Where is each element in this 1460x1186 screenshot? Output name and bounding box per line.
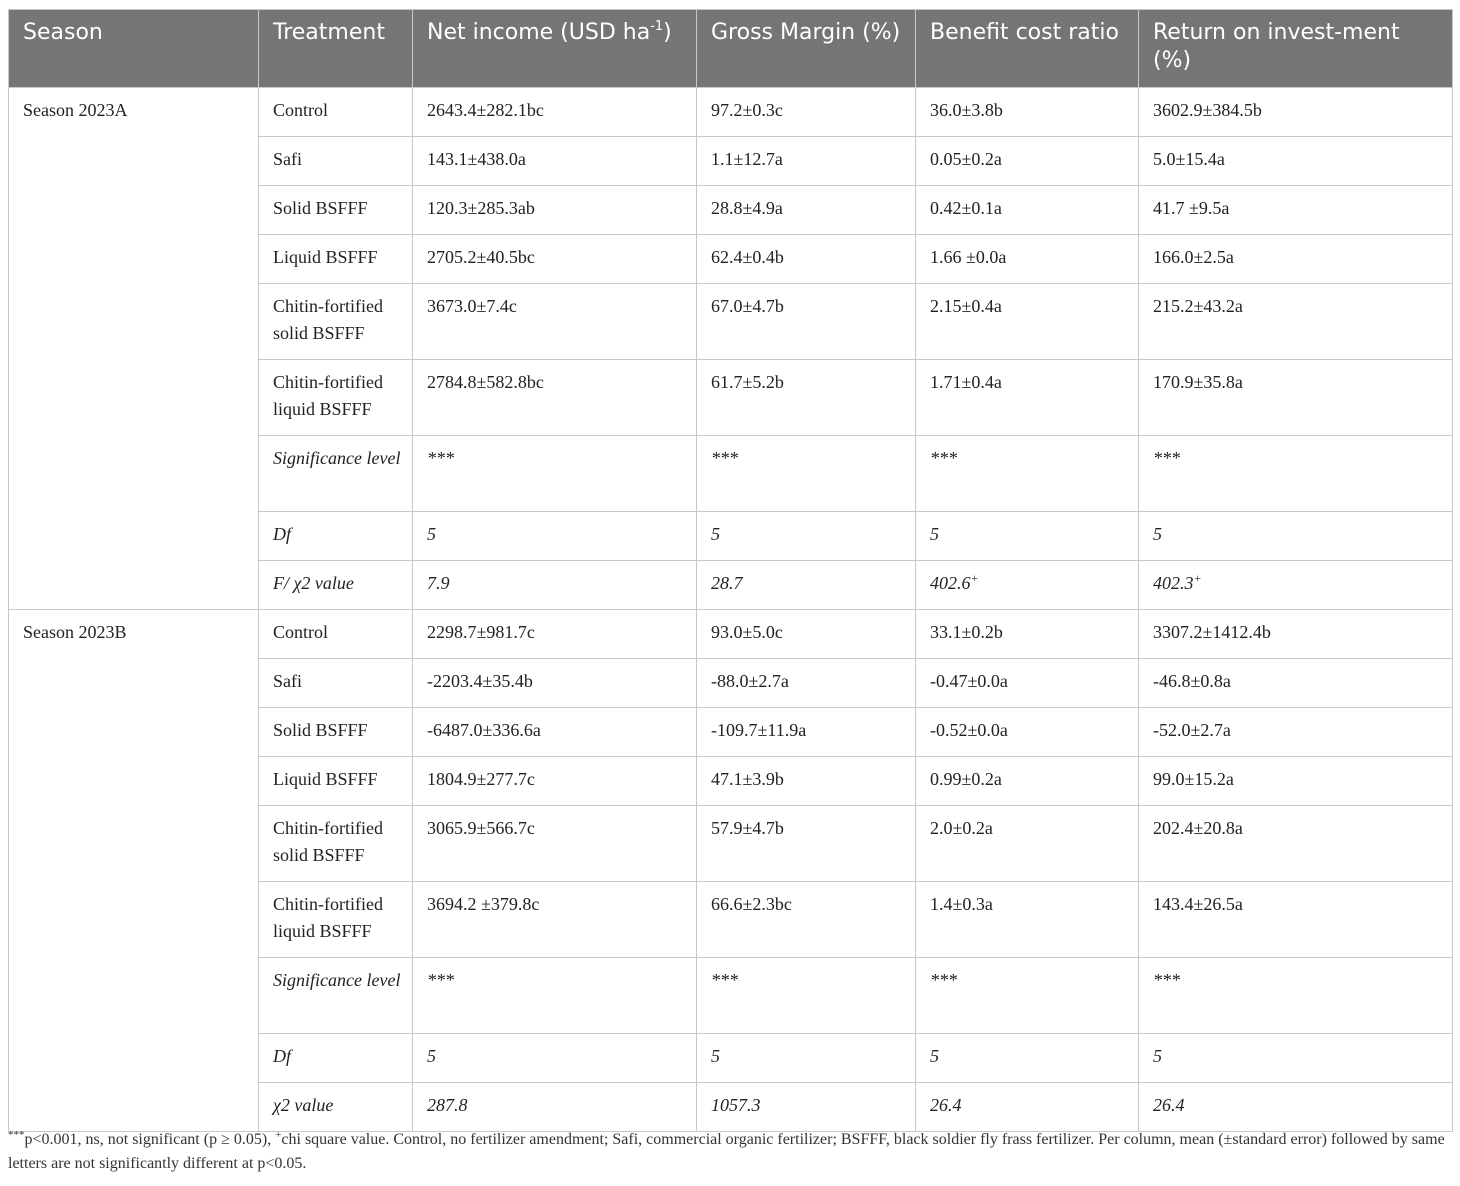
df-cell: 5	[697, 1034, 916, 1083]
test-value-cell	[916, 561, 1139, 610]
treatment-cell: Chitin-fortified liquid BSFFF	[259, 882, 413, 958]
header-gross-margin: Gross Margin (%)	[697, 10, 916, 88]
header-net-income-close: )	[663, 20, 672, 45]
test-value-cell: 26.4	[916, 1083, 1139, 1132]
treatment-cell: Safi	[259, 137, 413, 186]
gross-margin-cell: 62.4±0.4b	[697, 235, 916, 284]
test-value-cell: 26.4	[1139, 1083, 1453, 1132]
treatment-cell: Liquid BSFFF	[259, 235, 413, 284]
test-value: 402.6	[930, 573, 971, 593]
roi-cell: 3307.2±1412.4b	[1139, 610, 1453, 659]
economics-table	[8, 9, 1453, 1132]
table-row	[9, 88, 1453, 137]
footnote-marker-plus: +	[275, 1129, 282, 1141]
net-income-cell: 3065.9±566.7c	[413, 806, 697, 882]
df-cell: 5	[413, 1034, 697, 1083]
header-row	[9, 10, 1453, 88]
bcr-cell: 2.0±0.2a	[916, 806, 1139, 882]
treatment-cell: Liquid BSFFF	[259, 757, 413, 806]
net-income-cell: 2784.8±582.8bc	[413, 360, 697, 436]
test-value-cell	[697, 561, 916, 610]
treatment-cell: Chitin-fortified solid BSFFF	[259, 284, 413, 360]
roi-cell: 215.2±43.2a	[1139, 284, 1453, 360]
header-treatment: Treatment	[259, 10, 413, 88]
roi-cell: 99.0±15.2a	[1139, 757, 1453, 806]
header-net-income-text: Net income (USD ha	[427, 20, 651, 45]
test-value: 28.7	[711, 573, 743, 593]
gross-margin-cell: 93.0±5.0c	[697, 610, 916, 659]
significance-label: Significance level	[259, 436, 413, 512]
test-value-cell	[413, 561, 697, 610]
season-cell-2023a: Season 2023A	[9, 88, 259, 610]
net-income-cell: 143.1±438.0a	[413, 137, 697, 186]
gross-margin-cell: 67.0±4.7b	[697, 284, 916, 360]
treatment-cell: Chitin-fortified solid BSFFF	[259, 806, 413, 882]
header-net-income-unit-exponent: -1	[650, 19, 664, 34]
gross-margin-cell: -88.0±2.7a	[697, 659, 916, 708]
significance-cell: ***	[697, 436, 916, 512]
roi-cell: 3602.9±384.5b	[1139, 88, 1453, 137]
test-value: 7.9	[427, 573, 450, 593]
roi-cell: 5.0±15.4a	[1139, 137, 1453, 186]
net-income-cell: 3694.2 ±379.8c	[413, 882, 697, 958]
bcr-cell: 0.05±0.2a	[916, 137, 1139, 186]
net-income-cell: 2705.2±40.5bc	[413, 235, 697, 284]
test-value-marker: +	[1193, 571, 1202, 585]
gross-margin-cell: 47.1±3.9b	[697, 757, 916, 806]
treatment-cell: Safi	[259, 659, 413, 708]
gross-margin-cell: 66.6±2.3bc	[697, 882, 916, 958]
significance-cell: ***	[916, 436, 1139, 512]
table-row	[9, 610, 1453, 659]
footnote-text-2: chi square value. Control, no fertilizer amendment; Safi, commercial organic fertilizer; BSFFF, black soldier fly frass fertilizer. Per column, mean (±standard error) followed by same letters are not significantly different at p<0.05.	[8, 1131, 1445, 1172]
bcr-cell: 1.66 ±0.0a	[916, 235, 1139, 284]
net-income-cell: 2298.7±981.7c	[413, 610, 697, 659]
table-container	[8, 9, 1452, 1132]
df-cell: 5	[916, 1034, 1139, 1083]
df-cell: 5	[413, 512, 697, 561]
treatment-cell: Chitin-fortified liquid BSFFF	[259, 360, 413, 436]
bcr-cell: 33.1±0.2b	[916, 610, 1139, 659]
test-value-cell: 1057.3	[697, 1083, 916, 1132]
df-cell: 5	[1139, 1034, 1453, 1083]
roi-cell: -46.8±0.8a	[1139, 659, 1453, 708]
bcr-cell: 36.0±3.8b	[916, 88, 1139, 137]
season-cell-2023b: Season 2023B	[9, 610, 259, 1132]
treatment-cell: Solid BSFFF	[259, 186, 413, 235]
roi-cell: 143.4±26.5a	[1139, 882, 1453, 958]
roi-cell: -52.0±2.7a	[1139, 708, 1453, 757]
significance-cell: ***	[413, 958, 697, 1034]
bcr-cell: 0.42±0.1a	[916, 186, 1139, 235]
bcr-cell: 1.4±0.3a	[916, 882, 1139, 958]
gross-margin-cell: 1.1±12.7a	[697, 137, 916, 186]
roi-cell: 166.0±2.5a	[1139, 235, 1453, 284]
header-season: Season	[9, 10, 259, 88]
footnote-text-1: p<0.001, ns, not significant (p ≥ 0.05),	[24, 1131, 276, 1148]
gross-margin-cell: 97.2±0.3c	[697, 88, 916, 137]
df-cell: 5	[1139, 512, 1453, 561]
test-value: 402.3	[1153, 573, 1194, 593]
table-footnote	[8, 1128, 1454, 1176]
net-income-cell: -6487.0±336.6a	[413, 708, 697, 757]
treatment-cell: Solid BSFFF	[259, 708, 413, 757]
header-return-on-investment: Return on invest-ment (%)	[1139, 10, 1453, 88]
significance-cell: ***	[916, 958, 1139, 1034]
net-income-cell: 2643.4±282.1bc	[413, 88, 697, 137]
df-cell: 5	[697, 512, 916, 561]
roi-cell: 170.9±35.8a	[1139, 360, 1453, 436]
significance-cell: ***	[1139, 958, 1453, 1034]
test-value-label: χ2 value	[259, 1083, 413, 1132]
bcr-cell: -0.52±0.0a	[916, 708, 1139, 757]
significance-label: Significance level	[259, 958, 413, 1034]
net-income-cell: 3673.0±7.4c	[413, 284, 697, 360]
df-label: Df	[259, 512, 413, 561]
significance-cell: ***	[1139, 436, 1453, 512]
gross-margin-cell: 28.8±4.9a	[697, 186, 916, 235]
header-net-income	[413, 10, 697, 88]
header-benefit-cost-ratio: Benefit cost ratio	[916, 10, 1139, 88]
roi-cell: 41.7 ±9.5a	[1139, 186, 1453, 235]
gross-margin-cell: -109.7±11.9a	[697, 708, 916, 757]
test-value-cell	[1139, 561, 1453, 610]
test-value-cell: 287.8	[413, 1083, 697, 1132]
gross-margin-cell: 57.9±4.7b	[697, 806, 916, 882]
net-income-cell: -2203.4±35.4b	[413, 659, 697, 708]
footnote-marker-asterisks: ***	[8, 1129, 25, 1141]
roi-cell: 202.4±20.8a	[1139, 806, 1453, 882]
treatment-cell: Control	[259, 610, 413, 659]
test-value-label: F/ χ2 value	[259, 561, 413, 610]
bcr-cell: 1.71±0.4a	[916, 360, 1139, 436]
bcr-cell: -0.47±0.0a	[916, 659, 1139, 708]
net-income-cell: 120.3±285.3ab	[413, 186, 697, 235]
test-value-marker: +	[970, 571, 979, 585]
df-cell: 5	[916, 512, 1139, 561]
df-label: Df	[259, 1034, 413, 1083]
significance-cell: ***	[413, 436, 697, 512]
net-income-cell: 1804.9±277.7c	[413, 757, 697, 806]
bcr-cell: 0.99±0.2a	[916, 757, 1139, 806]
bcr-cell: 2.15±0.4a	[916, 284, 1139, 360]
treatment-cell: Control	[259, 88, 413, 137]
significance-cell: ***	[697, 958, 916, 1034]
gross-margin-cell: 61.7±5.2b	[697, 360, 916, 436]
